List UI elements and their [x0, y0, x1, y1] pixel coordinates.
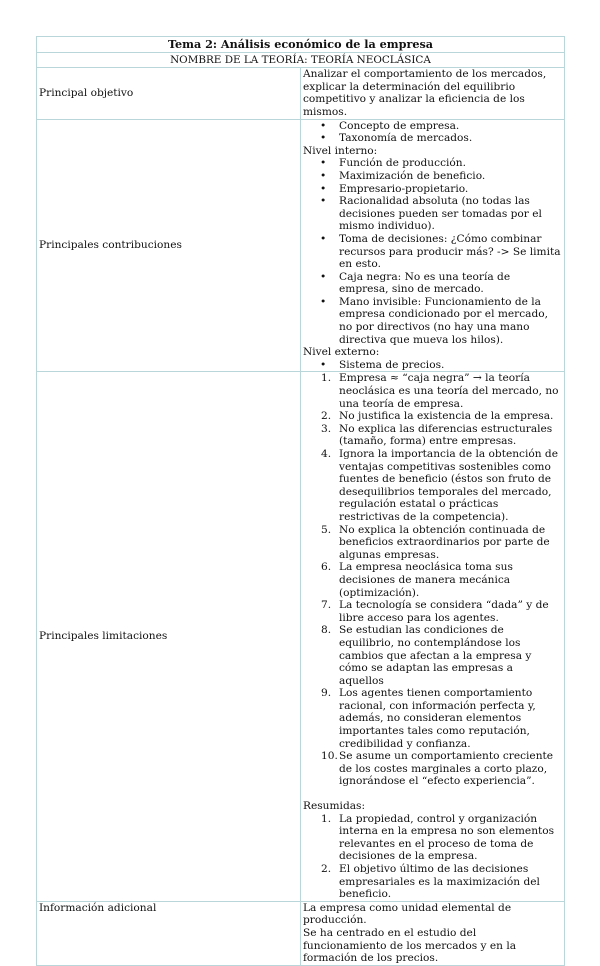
objetivo-label: Principal objetivo	[37, 68, 301, 119]
limitaciones-row	[37, 372, 565, 901]
adicional-label: Información adicional	[37, 901, 301, 965]
objetivo-row	[37, 68, 565, 119]
list-item: 3. No explica las diferencias estructurales (tamaño, forma) entre empresas.	[321, 422, 553, 448]
list-item: • Función de producción.	[303, 157, 561, 170]
resumidas-list	[303, 813, 561, 901]
adicional-line: Se ha centrado en el estudio del funcionamiento de los mercados y en la formación de los precios.	[303, 926, 517, 965]
list-item: 1. La propiedad, control y organización interna en la empresa no son elementos relevantes en el proceso de toma de decisiones de la empresa.	[321, 812, 555, 863]
list-item: • Caja negra: No es una teoría de empresa, sino de mercado.	[303, 271, 561, 296]
list-item: 5. No explica la obtención continuada de beneficios extraordinarios por parte de algunas empresas.	[321, 523, 550, 561]
list-item: 8. Se estudian las condiciones de equilibrio, no contemplándose los cambios que afectan a la empresa y cómo se adaptan las empresas a aquellos	[321, 624, 532, 687]
title-row	[37, 37, 565, 53]
list-item: 2. No justifica la existencia de la empresa.	[321, 410, 554, 423]
contribuciones-label: Principales contribuciones	[37, 119, 301, 372]
objetivo-text: Analizar el comportamiento de los mercados, explicar la determinación del equilibrio competitivo y analizar la eficiencia de los mismos.	[301, 68, 565, 119]
adicional-line: La empresa como unidad elemental de producción.	[303, 901, 512, 927]
document-page	[36, 36, 565, 966]
list-item: 7. La tecnología se considera “dada” y de libre acceso para los agentes.	[321, 599, 549, 624]
adicional-content	[301, 901, 565, 965]
limitaciones-list	[303, 372, 561, 788]
list-item: • Mano invisible: Funcionamiento de la empresa condicionado por el mercado, no por directivos (no hay una mano directiva que mueva los hilos).	[303, 296, 561, 346]
list-item: 4. Ignora la importancia de la obtención de ventajas competitivas sostenibles como fuentes de beneficio (éstos son fruto de desequilibrios temporales del mercado, regulación estatal o prácticas restrictivas de la competencia).	[321, 448, 558, 523]
list-item: • Racionalidad absoluta (no todas las decisiones pueden ser tomadas por el mismo individuo).	[303, 195, 561, 233]
theory-table	[36, 36, 565, 966]
spacer	[303, 788, 561, 800]
list-item: • Concepto de empresa.	[303, 120, 561, 133]
list-item: • Toma de decisiones: ¿Cómo combinar recursos para producir más? -> Se limita en esto.	[303, 233, 561, 271]
list-item: • Maximización de beneficio.	[303, 170, 561, 183]
list-item: 6. La empresa neoclásica toma sus decisiones de manera mecánica (optimización).	[321, 561, 513, 599]
subtitle-row	[37, 52, 565, 68]
limitaciones-label: Principales limitaciones	[37, 372, 301, 901]
table-title: Tema 2: Análisis económico de la empresa	[37, 37, 565, 53]
resumidas-label: Resumidas:	[303, 800, 366, 813]
nivel-interno-label: Nivel interno:	[303, 144, 378, 157]
list-item: 1. Empresa ≈ “caja negra” → la teoría neoclásica es una teoría del mercado, no una teoría de empresa.	[321, 372, 559, 410]
list-item: 9. Los agentes tienen comportamiento racional, con información perfecta y, además, no consideran elementos importantes tales como reputación, credibilidad y confianza.	[321, 687, 536, 750]
contribuciones-content	[301, 119, 565, 372]
list-item: • Taxonomía de mercados.	[303, 132, 561, 145]
externo-list	[303, 359, 561, 372]
general-list	[303, 120, 561, 145]
list-item: • Empresario-propietario.	[303, 183, 561, 196]
interno-list	[303, 157, 561, 346]
list-item: 10. Se asume un comportamiento creciente de los costes marginales a corto plazo, ignorándose el “efecto experiencia”.	[321, 750, 554, 788]
adicional-row	[37, 901, 565, 965]
theory-name: NOMBRE DE LA TEORÍA: TEORÍA NEOCLÁSICA	[37, 52, 565, 68]
limitaciones-content	[301, 372, 565, 901]
list-item: • Sistema de precios.	[303, 359, 561, 372]
list-item: 2. El objetivo último de las decisiones empresariales es la maximización del beneficio.	[321, 863, 540, 901]
nivel-externo-label: Nivel externo:	[303, 346, 380, 359]
contribuciones-row	[37, 119, 565, 372]
